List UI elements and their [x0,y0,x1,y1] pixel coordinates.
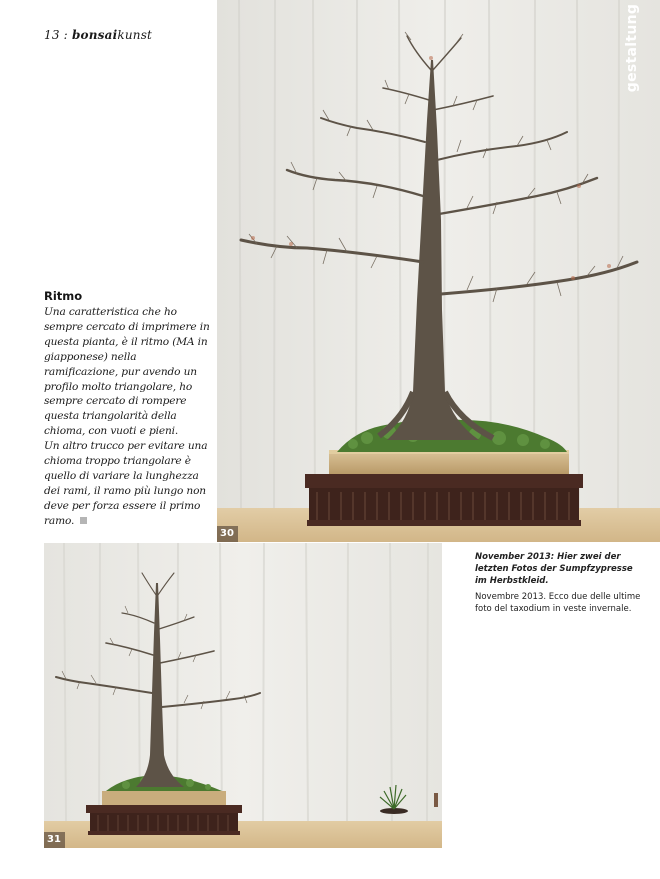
page-folio [44,28,152,42]
photo-captions [475,551,647,615]
article-paragraph-1: Una caratteristica che ho sempre cercato di imprimere in questa pianta, è il ritmo (MA in giapponese) nella ramificazione, pur avendo un profilo molto triangolare, ho sempre cercato di rompere questa triangolarità della chioma, con vuoti e pieni. [44,306,210,438]
section-tag-label: gestaltung [624,3,640,93]
photo-bonsai-large-image [217,0,660,542]
article-ritmo [44,289,212,529]
folio-separator: : [59,28,72,42]
magazine-name-light: kunst [117,28,153,42]
magazine-name-bold: bonsai [71,28,118,42]
article-paragraph-2 [44,439,212,528]
photo-bonsai-large [217,0,660,542]
photo-bonsai-small [44,543,442,848]
caption-italian: Novembre 2013. Ecco due delle ultime foto del taxodium in veste invernale. [475,592,641,614]
caption-german: November 2013: Hier zwei der letzten Fotos der Sumpfzypresse im Herbstkleid. [475,552,633,586]
section-tag [624,3,640,93]
article-paragraph-2-text: Un altro trucco per evitare una chioma troppo triangolare è quello di variare la lunghezza dei rami, il ramo più lungo non deve per forza essere il primo ramo. [44,440,208,527]
photo-bonsai-small-image [44,543,442,848]
photo-number-31: 31 [44,832,65,848]
page-number: 13 [44,28,60,42]
end-of-article-mark [80,517,87,524]
photo-number-30: 30 [217,526,238,542]
article-heading: Ritmo [44,289,83,303]
